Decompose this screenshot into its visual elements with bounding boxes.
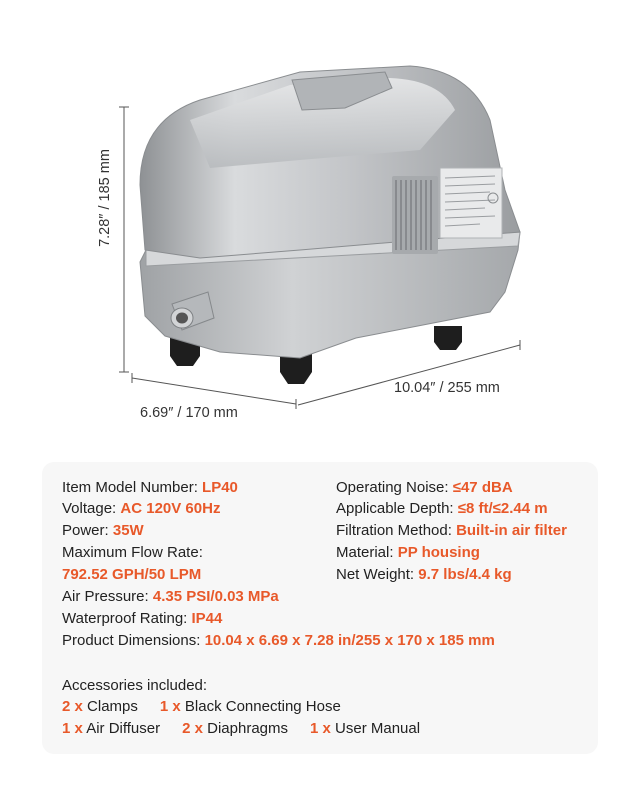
spec-power [62,521,144,541]
spec-applicable-depth [336,499,548,519]
accessory-qty: 2 x [182,720,203,737]
accessory-clamps [62,697,138,717]
width-dimension-label: 6.69″ / 170 mm [140,405,238,421]
width-dimension-line [132,373,296,409]
spec-air-pressure [62,587,279,607]
spec-label: Maximum Flow Rate: [62,544,203,561]
accessory-name: Air Diffuser [82,720,161,737]
accessory-name: Clamps [82,698,138,715]
accessories-row-1 [62,697,363,717]
spec-label: Filtration Method: [336,522,457,539]
spec-label: Operating Noise: [336,479,453,496]
spec-value: ≤47 dBA [452,479,513,496]
spec-label: Product Dimensions: [62,632,205,649]
spec-value: 792.52 GPH/50 LPM [62,566,202,583]
accessories-row-2 [62,719,442,739]
accessory-connecting-hose [160,697,341,717]
spec-label: Material: [336,544,398,561]
spec-label: Air Pressure: [62,588,153,605]
spec-label: Item Model Number: [62,479,203,496]
accessory-user-manual [310,719,420,739]
spec-value: 4.35 PSI/0.03 MPa [152,588,279,605]
height-dimension-text: 7.28″ / 185 mm [97,149,113,247]
accessory-air-diffuser [62,719,160,739]
spec-product-dimensions [62,631,495,651]
accessory-qty: 1 x [159,698,181,715]
spec-label: Power: [62,522,113,539]
spec-value: AC 120V 60Hz [120,500,221,517]
spec-net-weight [336,565,512,585]
spec-voltage [62,499,220,519]
spec-flow-rate-label [62,543,203,563]
spec-value: ≤8 ft/≤2.44 m [457,500,548,517]
accessory-qty: 1 x [310,720,331,737]
accessory-name: Diaphragms [202,720,289,737]
accessory-diaphragms [182,719,288,739]
spec-value: PP housing [397,544,480,561]
spec-value: 10.04 x 6.69 x 7.28 in/255 x 170 x 185 mm [204,632,495,649]
spec-filtration-method [336,521,567,541]
vent-grille [392,176,438,254]
spec-item-model [62,478,238,498]
spec-value: 9.7 lbs/4.4 kg [418,566,512,583]
accessory-qty: 2 x [62,698,83,715]
spec-operating-noise [336,478,513,498]
accessory-name: User Manual [330,720,421,737]
spec-material [336,543,480,563]
accessory-qty: 1 x [62,720,83,737]
spec-label: Voltage: [62,500,121,517]
length-dimension-label: 10.04″ / 255 mm [394,380,500,396]
spec-label: Waterproof Rating: [62,610,192,627]
accessories-title: Accessories included: [62,677,208,694]
spec-value: IP44 [191,610,223,627]
accessory-name: Black Connecting Hose [180,698,341,715]
spec-label: Applicable Depth: [336,500,458,517]
height-dimension-line [119,107,129,372]
spec-flow-rate-value [62,565,201,585]
spec-label-sticker [440,168,502,238]
spec-waterproof-rating [62,609,222,629]
spec-value: LP40 [202,479,238,496]
spec-value: Built-in air filter [456,522,567,539]
spec-value: 35W [112,522,144,539]
spec-label: Net Weight: [336,566,419,583]
